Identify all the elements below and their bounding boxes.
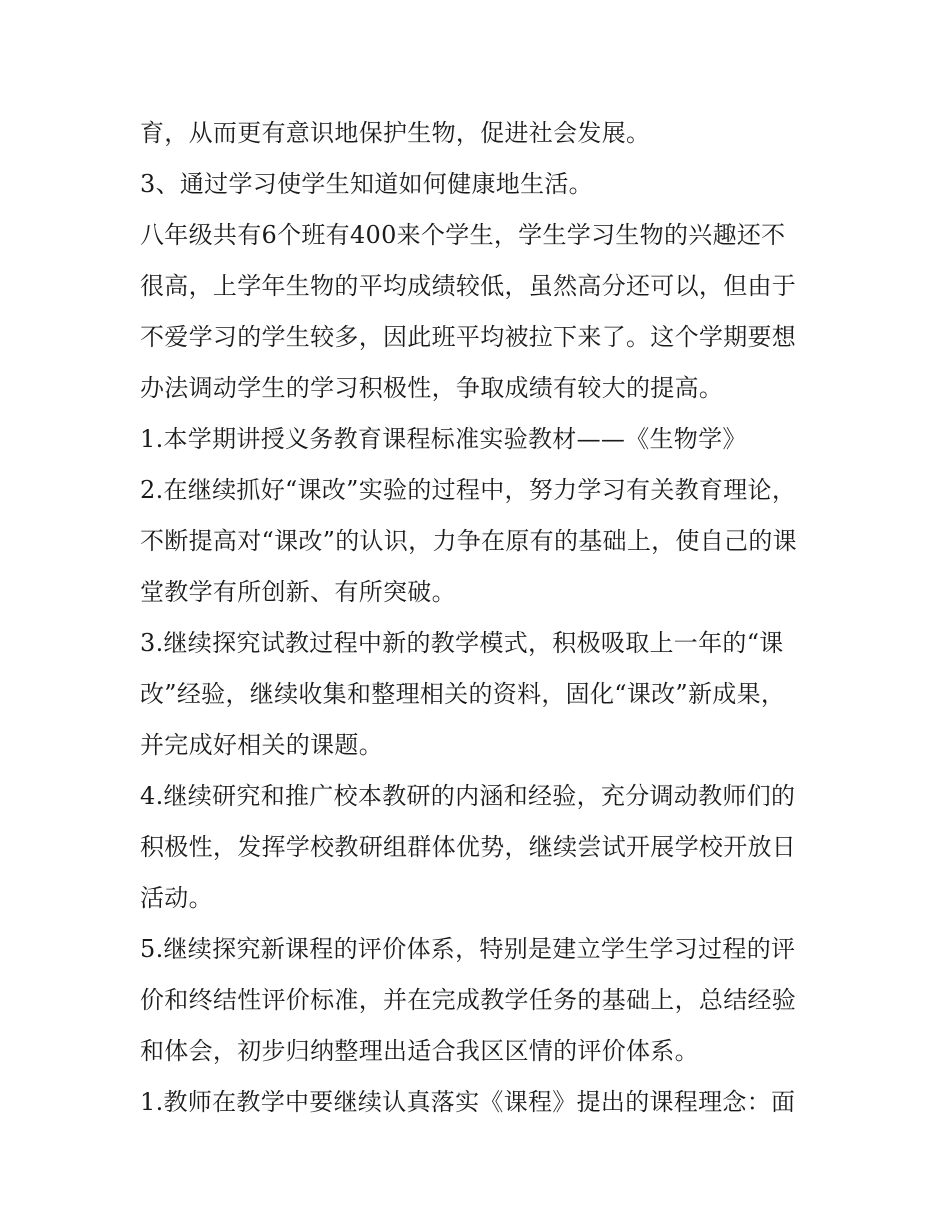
text-line: 1.本学期讲授义务教育课程标准实验教材——《生物学》 — [140, 425, 747, 453]
text-line: 积极性，发挥学校教研组群体优势，继续尝试开展学校开放日 — [140, 833, 797, 861]
text-line: 活动。 — [140, 884, 213, 912]
text-line: 堂教学有所创新、有所突破。 — [140, 578, 456, 606]
text-line: 不爱学习的学生较多，因此班平均被拉下来了。这个学期要想 — [140, 323, 797, 351]
text-line: 改”经验，继续收集和整理相关的资料，固化“课改”新成果， — [140, 680, 786, 708]
text-line: 5.继续探究新课程的评价体系，特别是建立学生学习过程的评 — [140, 935, 796, 963]
text-line: 3、通过学习使学生知道如何健康地生活。 — [140, 170, 593, 198]
text-line: 2.在继续抓好“课改”实验的过程中，努力学习有关教育理论， — [140, 476, 797, 504]
text-line: 和体会，初步归纳整理出适合我区区情的评价体系。 — [140, 1037, 699, 1065]
text-line: 不断提高对“课改”的认识，力争在原有的基础上，使自己的课 — [140, 527, 797, 555]
text-line: 办法调动学生的学习积极性，争取成绩有较大的提高。 — [140, 374, 724, 402]
text-line: 八年级共有6个班有400来个学生，学生学习生物的兴趣还不 — [140, 221, 786, 249]
text-line: 4.继续研究和推广校本教研的内涵和经验，充分调动教师们的 — [140, 782, 796, 810]
text-line: 1.教师在教学中要继续认真落实《课程》提出的课程理念：面 — [140, 1088, 796, 1116]
text-line: 很高，上学年生物的平均成绩较低，虽然高分还可以，但由于 — [140, 272, 797, 300]
text-line: 并完成好相关的课题。 — [140, 731, 383, 759]
text-line: 价和终结性评价标准，并在完成教学任务的基础上，总结经验 — [140, 986, 797, 1014]
text-line: 育，从而更有意识地保护生物，促进社会发展。 — [140, 119, 651, 147]
text-line: 3.继续探究试教过程中新的教学模式，积极吸取上一年的“课 — [140, 629, 784, 657]
document-body — [140, 108, 820, 1128]
